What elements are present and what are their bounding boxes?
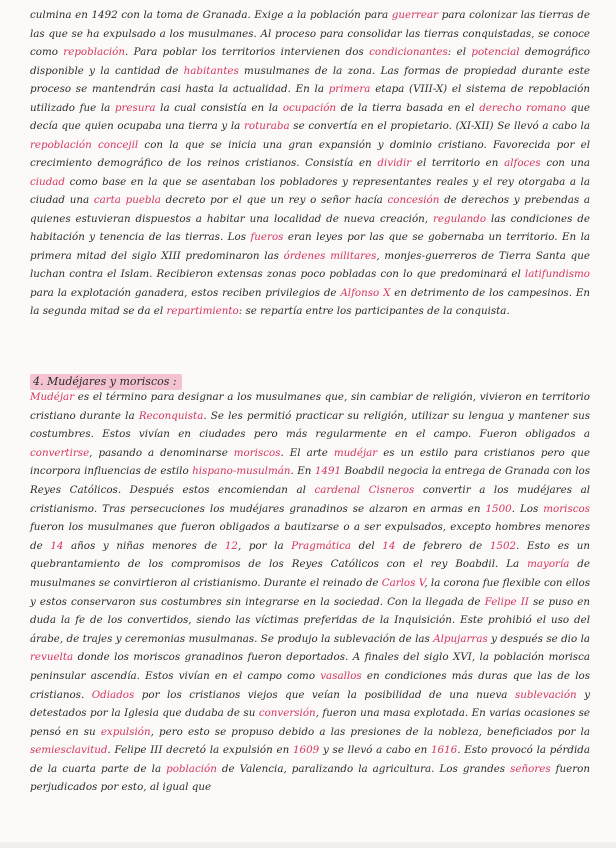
highlighted-term: Mudéjar: [30, 391, 75, 403]
text-run: culmina en 1492 con la toma de Granada. Exige a la población para: [30, 9, 392, 21]
highlighted-term: potencial: [471, 46, 520, 58]
text-run: , la corona fue flexible con ellos y estos conservaron sus costumbres sin integrarse en la sociedad. Con la llegada de: [30, 576, 590, 608]
text-run: convertir a los mudéjares al cristianismo. Tras persecuciones los mudéjares granadinos se alzaron en armas en: [30, 483, 590, 515]
highlighted-term: moriscos: [543, 502, 590, 515]
text-run: musulmanes de la zona. Las formas de propiedad durante este proceso se mantendrán casi hasta la actualidad. En la: [30, 64, 591, 95]
section-heading-mudejares: 4. Mudéjares y moriscos :: [30, 374, 182, 390]
text-run: del: [351, 539, 383, 552]
text-run: se convertía en el propietario. (XI-XII) Se llevó a cabo la: [289, 120, 590, 132]
highlighted-term: Odiados: [91, 688, 135, 701]
highlighted-term: repoblación: [63, 46, 126, 58]
highlighted-term: Carlos V: [381, 576, 425, 589]
text-run: . El arte: [280, 446, 334, 459]
highlighted-term: dividir: [377, 157, 412, 169]
highlighted-term: órdenes militares: [283, 249, 377, 262]
text-run: eran leyes por las que se gobernaba un territorio. En la primera mitad del siglo XIII predominaron las: [30, 231, 590, 262]
text-run: etapa (VIII-X) el sistema de repoblación utilizado fue la: [30, 83, 590, 114]
highlighted-term: Felipe II: [484, 595, 529, 608]
text-run: la cual consistía en la: [155, 101, 283, 114]
text-run: . En: [290, 465, 315, 478]
text-run: en detrimento de los campesinos. En la segunda mitad se da el: [30, 286, 590, 317]
text-run: de febrero de: [395, 539, 490, 552]
text-run: de la tierra basada en el: [336, 101, 480, 114]
text-run: como base en la que se asentaban los pobladores y representantes reales y el rey otorgaba a la ciudad una: [30, 175, 590, 206]
highlighted-term: latifundismo: [524, 268, 590, 280]
highlighted-term: repartimiento: [166, 305, 239, 317]
highlighted-term: concesión: [387, 194, 440, 206]
highlighted-term: guerrear: [391, 9, 439, 21]
highlighted-term: revuelta: [30, 651, 74, 664]
highlighted-term: carta puebla: [93, 194, 161, 206]
highlighted-term: mayoría: [527, 558, 570, 571]
highlighted-term: ciudad: [30, 175, 66, 188]
text-run: el territorio en: [411, 157, 505, 169]
text-run: . Esto es un quebrantamiento de los compromisos de los Reyes Católicos con el rey Boabdil. La: [30, 539, 590, 571]
highlighted-term: repoblación concejil: [30, 138, 139, 151]
text-run: se puso en duda la fe de los convertidos, siendo las víctimas preferidas de la Inquisición. Este prohibió el uso del árabe, de trajes y ceremonias musulmanas. Se produjo la sublevación de las: [30, 595, 590, 645]
text-run: . Se les permitió practicar su religión, utilizar su lengua y mantener sus costumbres. Estos vivían en ciudades pero más regularmente en el campo. Fueron obligados a: [30, 409, 590, 441]
highlighted-term: vasallos: [320, 669, 362, 682]
text-run: , monjes-guerreros de Tierra Santa que luchan contra el Islam. Recibieron extensas zonas poco pobladas con lo que predominará el: [30, 249, 590, 280]
highlighted-term: 14: [382, 539, 396, 552]
highlighted-term: 1616: [430, 744, 458, 757]
highlighted-term: Reconquista: [138, 409, 204, 422]
text-run: donde los moriscos granadinos fueron deportados. A finales del siglo XVI, la población morisca peninsular ascendía. Estos vivían en el campo como: [30, 651, 590, 682]
highlighted-term: ocupación: [282, 101, 337, 114]
highlighted-term: alfoces: [504, 157, 541, 169]
text-run: para la explotación ganadera, estos reciben privilegios de: [30, 286, 341, 299]
text-run: y detestados por la Iglesia que dudaba de su: [30, 688, 591, 720]
highlighted-term: 1491: [314, 465, 342, 478]
text-run: con una: [540, 157, 590, 169]
text-run: con la que se inicia una gran expansión y dominio cristiano. Favorecida por el crecimiento demográfico de los reinos cristianos. Consistía en: [30, 138, 590, 169]
text-run: que decía que quien ocupaba una tierra y la: [30, 101, 590, 132]
text-run: , fueron una masa explotada. En varias ocasiones se pensó en su: [30, 707, 590, 738]
highlighted-term: señores: [510, 762, 551, 775]
text-run: . Para poblar los territorios intervienen dos: [125, 46, 370, 58]
text-run: Boabdil negocia la entrega de Granada con los Reyes Católicos. Después estos encomiendan al: [30, 465, 590, 496]
text-run: de derechos y prebendas a quienes estuvieran dispuestos a habitar una localidad de nueva creación,: [30, 194, 590, 225]
highlighted-term: Alfonso X: [340, 286, 391, 299]
highlighted-term: regulando: [433, 212, 487, 225]
highlighted-term: habitantes: [183, 64, 239, 77]
highlighted-term: 1502: [489, 539, 517, 552]
text-run: es un estilo para cristianos pero que incorpora influencias de estilo: [30, 446, 590, 478]
text-run: , pasando a denominarse: [89, 446, 234, 459]
highlighted-term: expulsión: [100, 725, 151, 738]
text-run: por los cristianos viejos que veían la posibilidad de una nueva: [134, 688, 515, 701]
text-run: de Valencia, paralizando la agricultura. Los grandes: [216, 762, 511, 775]
text-run: : el: [447, 46, 472, 58]
text-run: y después se dio la: [487, 632, 591, 645]
text-run: demográfico disponible y la cantidad de: [30, 46, 591, 77]
text-run: para colonizar las tierras de las que se ha expulsado a los musulmanes. Al proceso para consolidar las tierras conquistadas, se conoce como: [30, 9, 590, 58]
text-run: fueron los musulmanes que fueron obligados a bautizarse o a ser expulsados, excepto hombres menores de: [30, 521, 590, 552]
text-run: . Esto provocó la pérdida de la cuarta parte de la: [30, 744, 590, 775]
highlighted-term: fueros: [250, 231, 284, 243]
paragraph-repoblacion: [30, 6, 590, 321]
highlighted-term: condicionantes: [369, 46, 448, 58]
text-run: las condiciones de habitación y tenencia de las tierras. Los: [30, 212, 590, 243]
highlighted-term: primera: [328, 83, 371, 95]
text-run: en condiciones más duras que las de los cristianos.: [30, 669, 590, 701]
text-run: , por la: [237, 539, 292, 552]
highlighted-term: moriscos: [233, 446, 281, 459]
highlighted-term: roturaba: [243, 120, 290, 132]
highlighted-term: cardenal Cisneros: [314, 483, 415, 496]
text-run: . Felipe III decretó la expulsión en: [107, 744, 293, 757]
text-run: decreto por el que un rey o señor hacía: [160, 194, 388, 206]
highlighted-term: convertirse: [30, 446, 90, 459]
text-run: fueron perjudicados por esto, al igual que: [30, 762, 590, 794]
highlighted-term: 1500: [485, 502, 512, 515]
highlighted-term: Pragmática: [291, 539, 352, 552]
highlighted-term: sublevación: [514, 688, 577, 701]
text-run: es el término para designar a los musulmanes que, sin cambiar de religión, vivieron en territorio cristiano durante la: [30, 391, 590, 422]
highlighted-term: conversión: [258, 707, 316, 720]
text-run: años y niñas menores de: [63, 539, 225, 552]
highlighted-term: mudéjar: [333, 446, 378, 459]
text-run: y se llevó a cabo en: [319, 744, 431, 757]
page-bottom-edge: [0, 842, 616, 848]
highlighted-term: 14: [50, 539, 64, 552]
highlighted-term: Alpujarras: [433, 632, 488, 645]
text-run: : se repartía entre los participantes de la conquista.: [238, 305, 510, 317]
paragraph-mudejares-moriscos: [30, 388, 590, 797]
highlighted-term: semiesclavitud: [30, 744, 108, 757]
text-run: . Los: [511, 502, 544, 515]
text-run: de musulmanes se convirtieron al cristianismo. Durante el reinado de: [30, 558, 590, 589]
highlighted-term: hispano-musulmán: [192, 465, 291, 478]
highlighted-term: presura: [114, 101, 156, 114]
highlighted-term: derecho romano: [479, 101, 567, 114]
highlighted-term: 1609: [293, 744, 320, 757]
highlighted-term: población: [166, 762, 217, 775]
highlighted-term: 12: [224, 539, 238, 552]
text-run: , pero esto se propuso debido a las presiones de la nobleza, beneficiados por la: [150, 725, 590, 738]
